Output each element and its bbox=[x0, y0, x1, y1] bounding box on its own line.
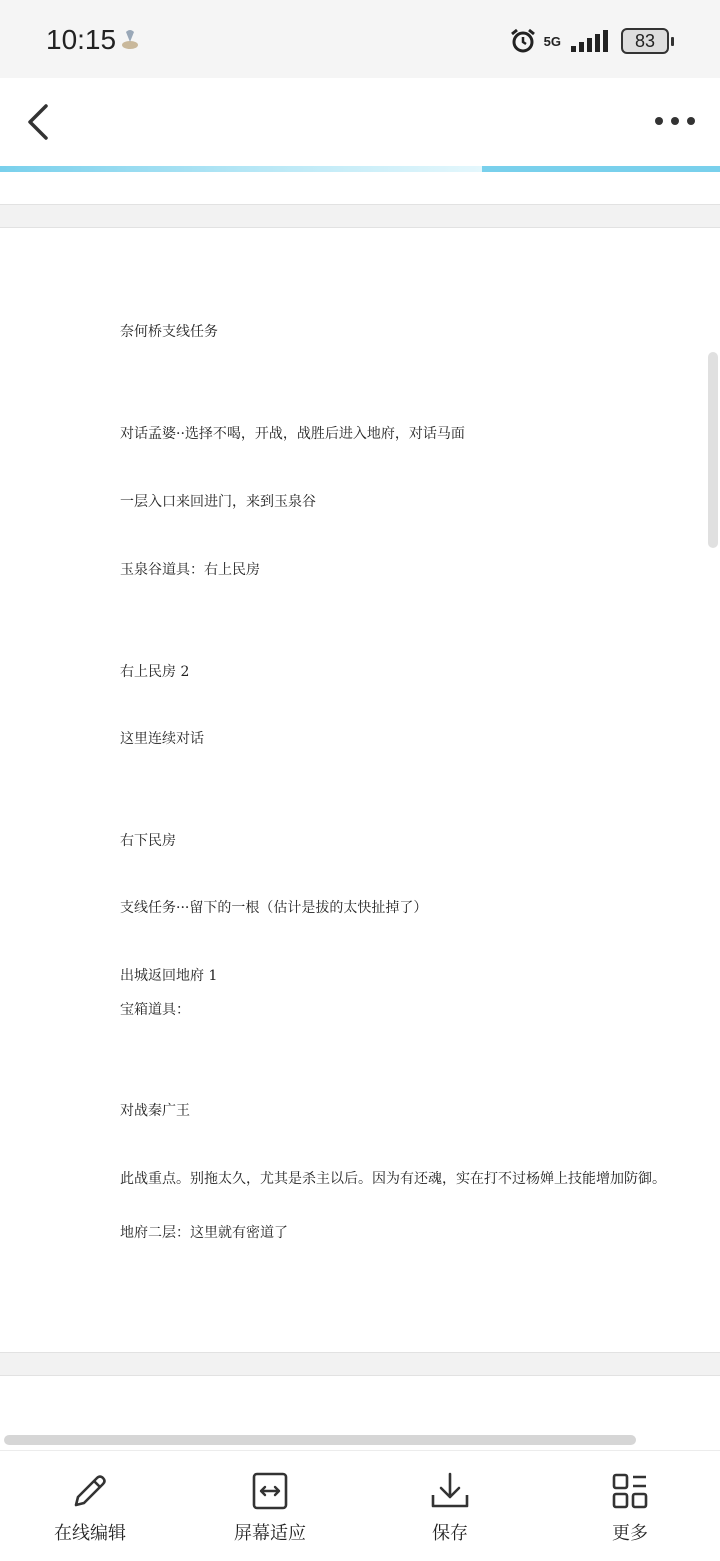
page-gap bbox=[0, 1352, 720, 1376]
doc-line: 此战重点。别拖太久，尤其是杀主以后。因为有还魂，实在打不过杨婵上技能增加防御。 bbox=[120, 1171, 666, 1187]
reading-progress-bar bbox=[0, 166, 720, 172]
battery-icon bbox=[621, 28, 674, 54]
doc-line: 对话孟婆··选择不喝，开战，战胜后进入地府，对话马面 bbox=[120, 426, 465, 442]
status-time: 10:15 bbox=[46, 24, 117, 55]
bottom-toolbar bbox=[0, 1450, 720, 1561]
online-edit-label: 在线编辑 bbox=[54, 1523, 126, 1544]
fit-screen-icon bbox=[250, 1471, 290, 1511]
app-header bbox=[0, 78, 720, 166]
download-icon bbox=[430, 1471, 470, 1511]
online-edit-button[interactable] bbox=[0, 1451, 180, 1561]
doc-line: 右下民房 bbox=[120, 833, 176, 849]
doc-line: 地府二层：这里就有密道了 bbox=[120, 1225, 288, 1241]
doc-line: 玉泉谷道具：右上民房 bbox=[120, 562, 260, 578]
document-page[interactable] bbox=[0, 228, 720, 1350]
save-button[interactable] bbox=[360, 1451, 540, 1561]
doc-line: 奈何桥支线任务 bbox=[120, 324, 218, 340]
chevron-left-icon[interactable] bbox=[18, 98, 62, 146]
status-bar bbox=[0, 0, 720, 78]
doc-line: 出城返回地府 1 bbox=[120, 968, 218, 984]
network-type: 5G bbox=[543, 33, 561, 49]
grid-more-icon bbox=[610, 1471, 650, 1511]
save-label: 保存 bbox=[432, 1523, 468, 1544]
doc-line: 支线任务···留下的一根（估计是拔的太快扯掉了） bbox=[120, 900, 428, 916]
alarm-icon bbox=[510, 28, 536, 54]
more-button[interactable] bbox=[540, 1451, 720, 1561]
fit-screen-label: 屏幕适应 bbox=[234, 1523, 306, 1544]
reading-progress-fill bbox=[0, 166, 482, 172]
doc-line: 这里连续对话 bbox=[120, 731, 204, 747]
doc-line: 右上民房 2 bbox=[120, 664, 190, 680]
doc-line: 对战秦广王 bbox=[120, 1103, 190, 1119]
horizontal-scrollbar[interactable] bbox=[4, 1435, 636, 1445]
page-gap bbox=[0, 204, 720, 228]
signal-icon bbox=[569, 29, 613, 53]
more-horizontal-icon[interactable] bbox=[652, 108, 698, 134]
fit-screen-button[interactable] bbox=[180, 1451, 360, 1561]
status-icons bbox=[510, 26, 674, 56]
pencil-icon bbox=[70, 1471, 110, 1511]
vertical-scrollbar[interactable] bbox=[708, 352, 718, 548]
weather-icon bbox=[120, 28, 140, 50]
doc-line: 一层入口来回进门，来到玉泉谷 bbox=[120, 494, 316, 510]
battery-level: 83 bbox=[621, 28, 669, 54]
doc-line: 宝箱道具： bbox=[120, 1002, 190, 1018]
more-label: 更多 bbox=[612, 1523, 648, 1544]
